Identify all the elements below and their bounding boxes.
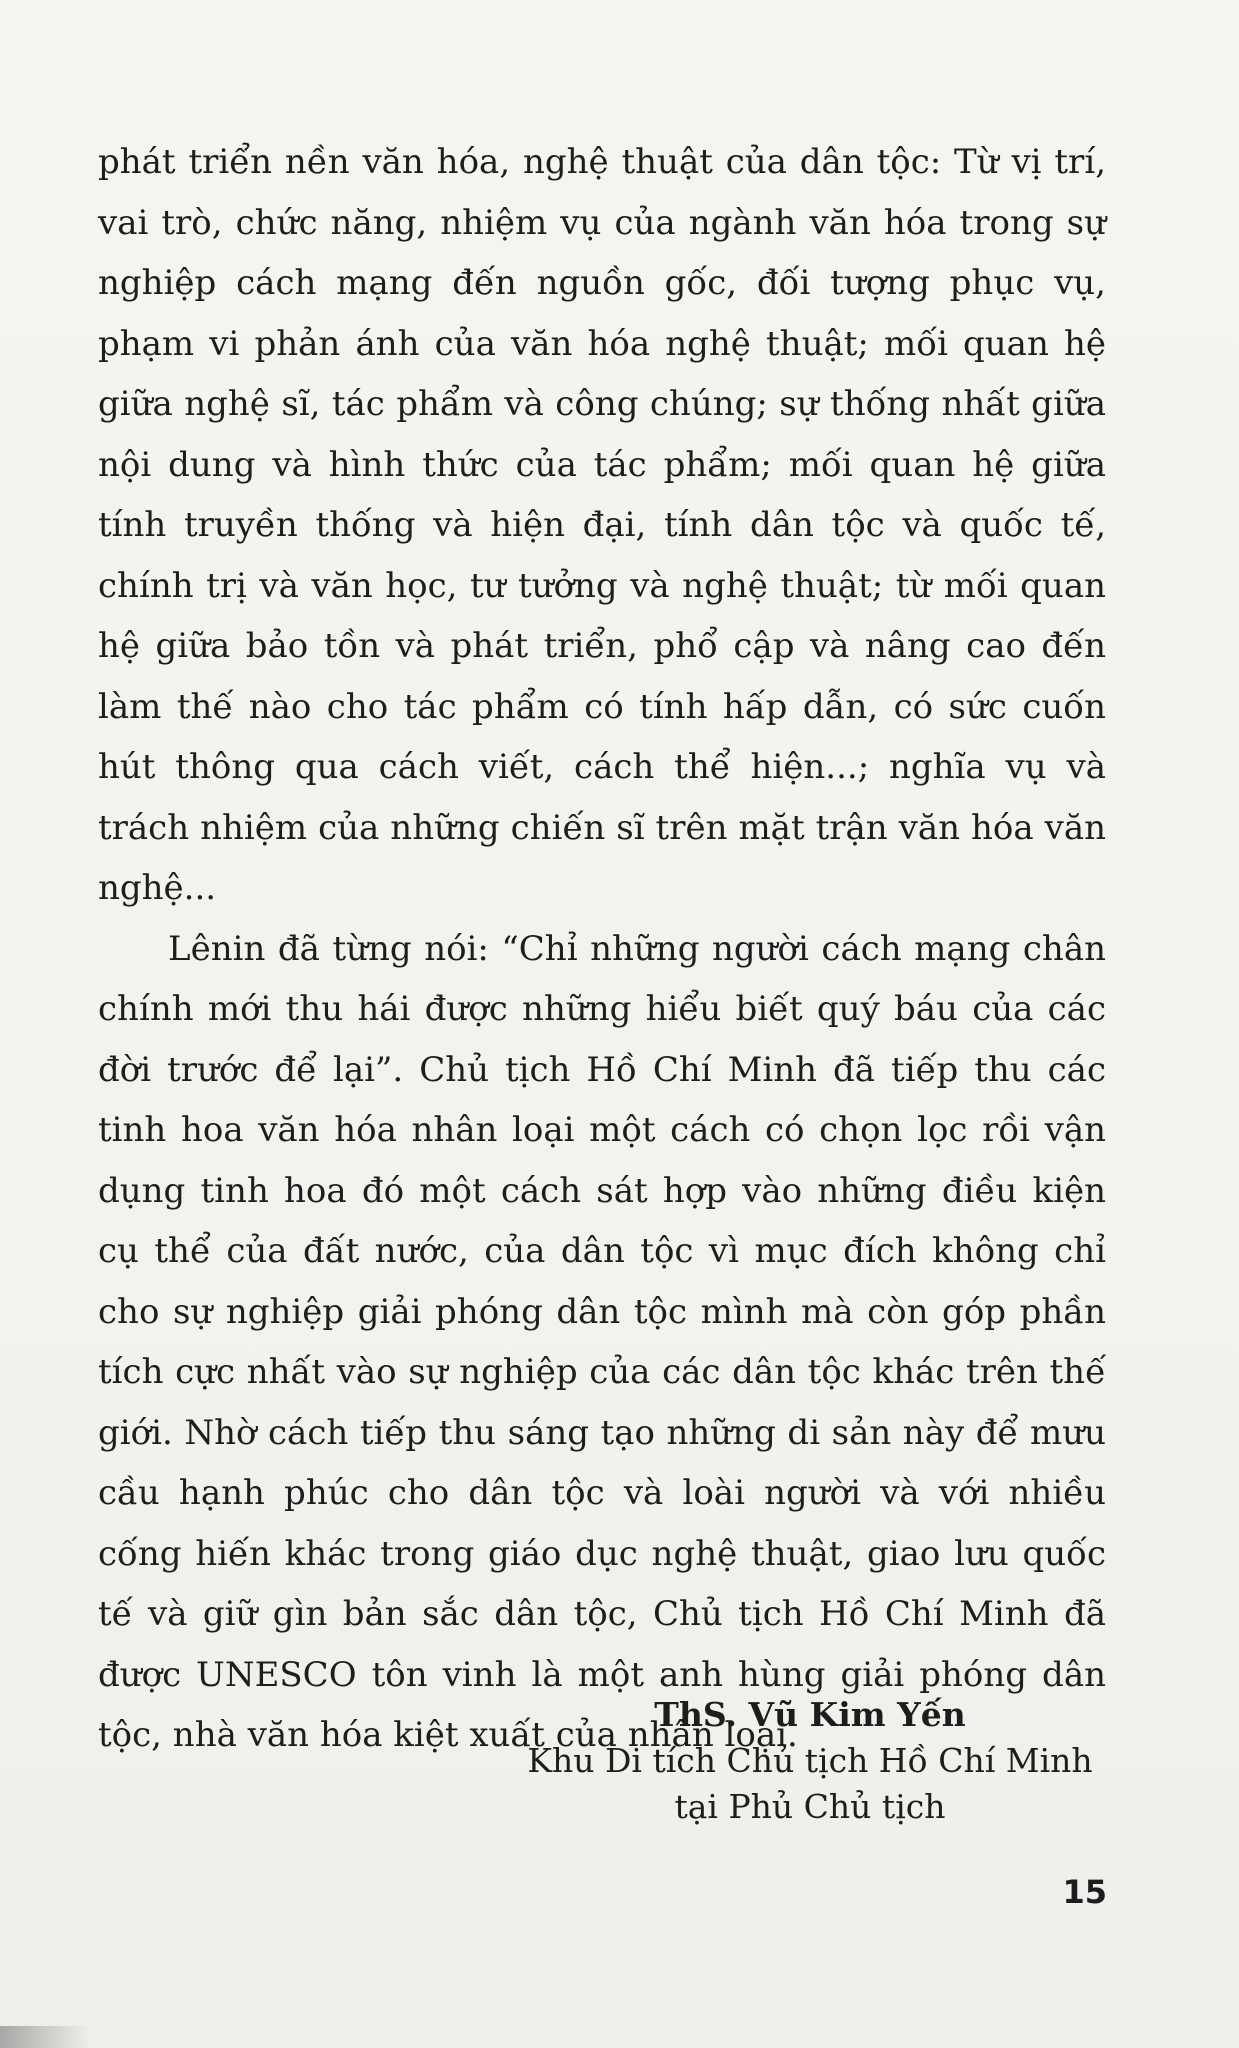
paragraph-lenin-quote: Lênin đã từng nói: “Chỉ những người cách mạng chân chính mới thu hái được những hiểu biết quý báu của các đời trước để lại”. Chủ tịch Hồ Chí Minh đã tiếp thu các tinh hoa văn hóa nhân loại một cách có chọn lọc rồi vận dụng tinh hoa đó một cách sát hợp vào những điều kiện cụ thể của đất nước, của dân tộc vì mục đích không chỉ cho sự nghiệp giải phóng dân tộc mình mà còn góp phần tích cực nhất vào sự nghiệp của các dân tộc khác trên thế giới. Nhờ cách tiếp thu sáng tạo những di sản này để mưu cầu hạnh phúc cho dân tộc và loài người và với nhiều cống hiến khác trong giáo dục nghệ thuật, giao lưu quốc tế và giữ gìn bản sắc dân tộc, Chủ tịch Hồ Chí Minh đã được UNESCO tôn vinh là một anh hùng giải phóng dân tộc, nhà văn hóa kiệt xuất của nhân loại. bbox=[98, 928, 1106, 1755]
author-name: ThS. Vũ Kim Yến bbox=[654, 1695, 966, 1734]
author-place: tại Phủ Chủ tịch bbox=[674, 1787, 946, 1826]
paragraph-continued: phát triển nền văn hóa, nghệ thuật của dân tộc: Từ vị trí, vai trò, chức năng, nhiệm vụ của ngành văn hóa trong sự nghiệp cách mạng đến nguồn gốc, đối tượng phục vụ, phạm vi phản ánh của văn hóa nghệ thuật; mối quan hệ giữa nghệ sĩ, tác phẩm và công chúng; sự thống nhất giữa nội dung và hình thức của tác phẩm; mối quan hệ giữa tính truyền thống và hiện đại, tính dân tộc và quốc tế, chính trị và văn học, tư tưởng và nghệ thuật; từ mối quan hệ giữa bảo tồn và phát triển, phổ cập và nâng cao đến làm thế nào cho tác phẩm có tính hấp dẫn, có sức cuốn hút thông qua cách viết, cách thể hiện...; nghĩa vụ và trách nhiệm của những chiến sĩ trên mặt trận văn hóa văn nghệ... bbox=[98, 142, 1106, 908]
author-organization: Khu Di tích Chủ tịch Hồ Chí Minh bbox=[527, 1741, 1093, 1780]
scan-edge-shadow bbox=[0, 2026, 90, 2048]
page-number: 15 bbox=[1062, 1873, 1107, 1911]
author-signature-block bbox=[500, 1692, 1120, 1830]
body-text bbox=[98, 132, 1106, 1766]
